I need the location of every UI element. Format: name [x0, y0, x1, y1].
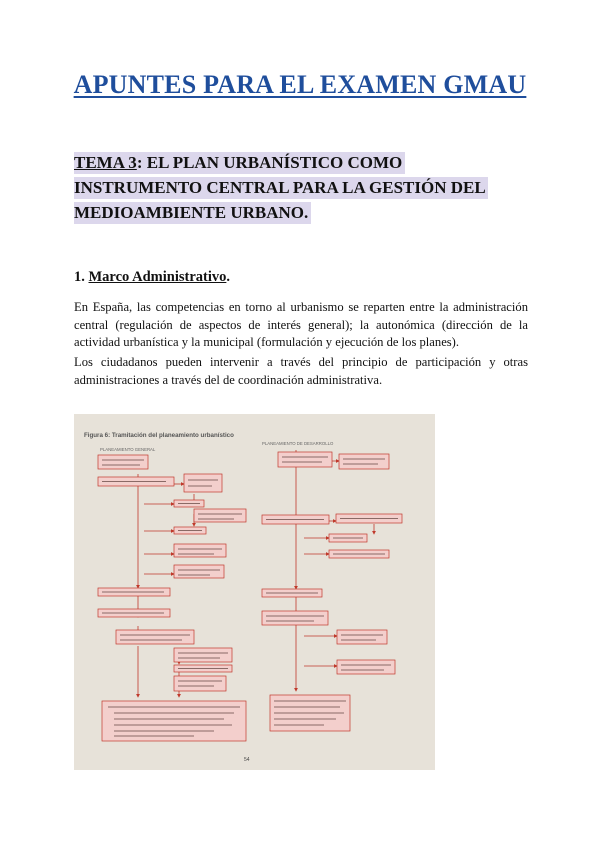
paragraph-ciudadanos: Los ciudadanos pueden intervenir a través del principio de participación y otras administraciones a través del de coordinación administrativa. [74, 355, 528, 387]
flowchart-text-lines [102, 457, 398, 736]
topic-heading [74, 150, 534, 225]
figure-flowchart [74, 414, 435, 770]
topic-title: : EL PLAN URBANÍSTICO COMO INSTRUMENTO CENTRAL PARA LA GESTIÓN DEL MEDIOAMBIENTE URBANO. [74, 153, 485, 222]
topic-heading-highlight [74, 152, 488, 224]
section-dot: . [226, 269, 230, 285]
document-title: APUNTES PARA EL EXAMEN GMAU [73, 70, 527, 99]
section-title: Marco Administrativo [88, 269, 227, 285]
figure-title: Figura 6: Tramitación del planeamiento urbanístico [84, 432, 234, 439]
figure-right-heading: PLANEAMIENTO DE DESARROLLO [262, 441, 334, 446]
section-heading [74, 269, 230, 286]
paragraph-competencias: En España, las competencias en torno al urbanismo se reparten entre la administración central (regulación de aspectos de interés general); la autonómica (dirección de la actividad urbanística y la municipal (formulación y ejecución de los planes). [74, 300, 528, 350]
flowchart-boxes [98, 452, 402, 741]
flowchart-drawing [74, 414, 435, 770]
figure-left-heading: PLANEAMIENTO GENERAL [100, 447, 156, 452]
section-number: 1. [74, 269, 89, 285]
topic-label: TEMA 3 [74, 153, 137, 172]
figure-page-number: 54 [244, 757, 250, 763]
